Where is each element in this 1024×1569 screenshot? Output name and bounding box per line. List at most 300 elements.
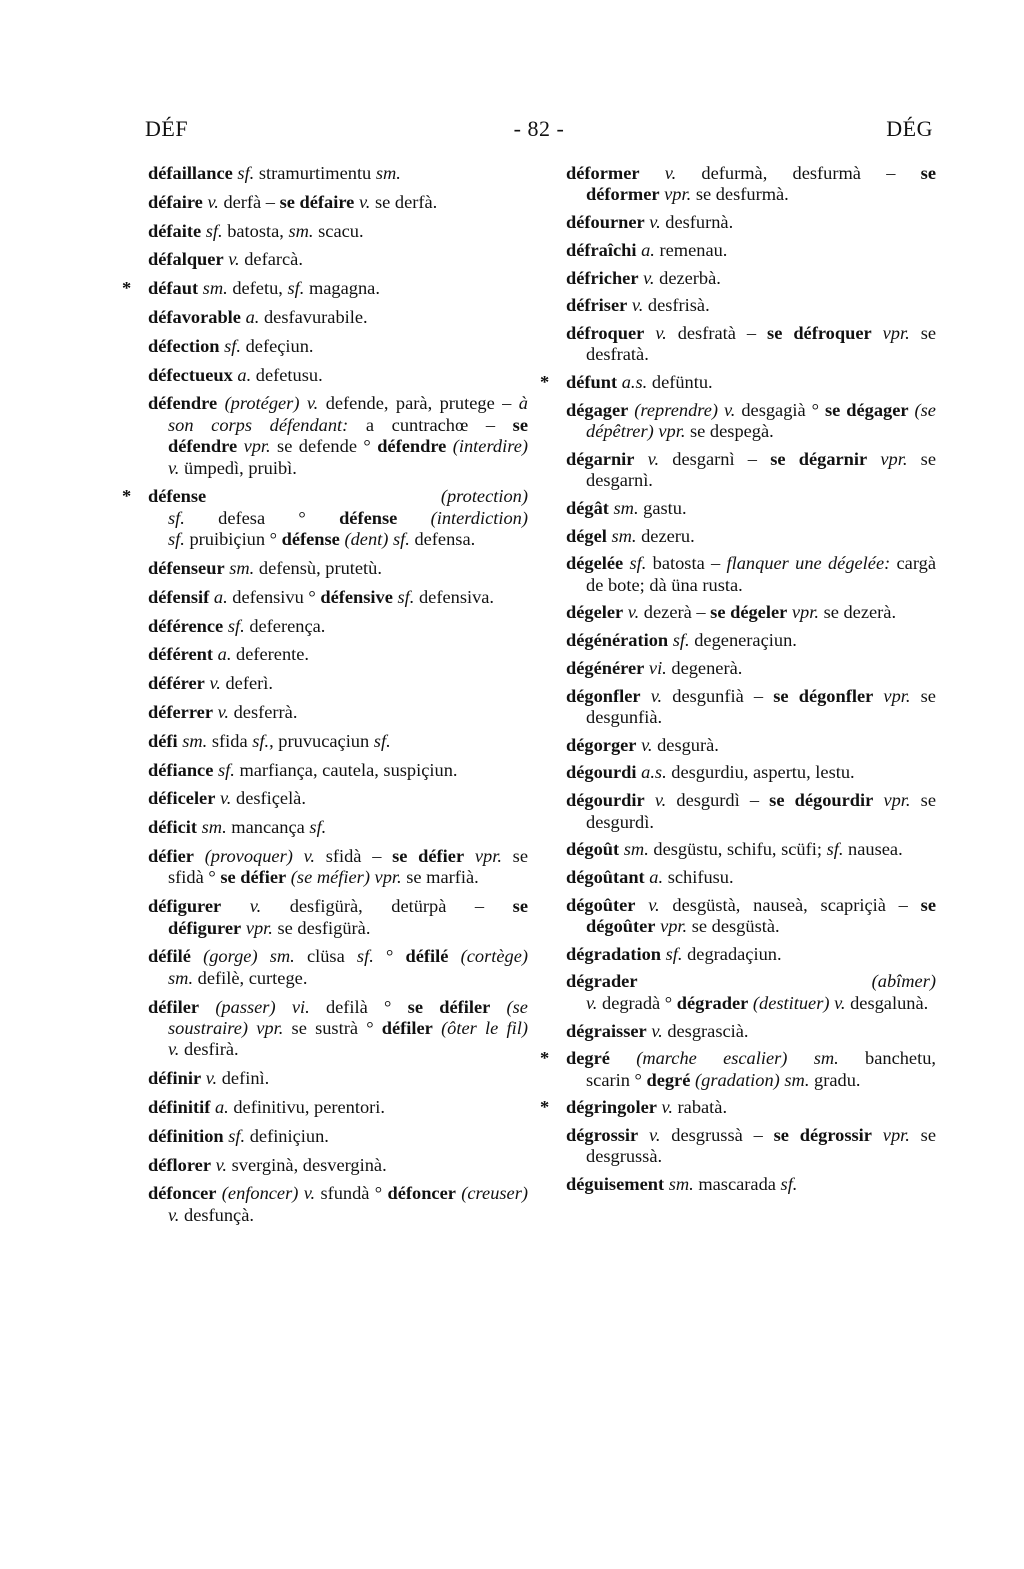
definition-text: desfratà – [666, 322, 768, 343]
dictionary-entry [540, 1048, 936, 1091]
headword: se défigurer [168, 896, 528, 938]
headword: défunt [566, 372, 618, 393]
dictionary-entry [566, 400, 936, 443]
definition-text: degeneraçiun. [689, 630, 797, 651]
definition-text [448, 946, 460, 966]
dictionary-entry [148, 393, 528, 479]
grammar-label: v. [627, 602, 640, 623]
definition-text: derfà – [218, 191, 280, 212]
headword: déguisement [566, 1174, 665, 1195]
dictionary-entry [148, 817, 528, 838]
dictionary-entry [148, 644, 528, 665]
dictionary-entry [566, 498, 936, 519]
definition-text: definiçiun. [245, 1125, 329, 1146]
grammar-label: vpr. [474, 845, 502, 866]
definition-text: se desfigürà. [272, 917, 371, 938]
grammar-label: à son corps défendant: [168, 393, 528, 435]
definition-text: dezerà – [639, 602, 711, 623]
definition-text: schifusu. [663, 866, 734, 887]
headword: défraîchi [566, 239, 637, 260]
grammar-label: (interdiction) sf. [168, 507, 528, 550]
definition-text: desgurdì – [666, 790, 770, 811]
definition-text: defensivu ° [227, 586, 321, 607]
headword: dégrossir [566, 1125, 639, 1146]
definition-text: stramurtimentu [254, 163, 376, 183]
headword: dégelée [566, 553, 624, 574]
dictionary-entry [148, 163, 528, 184]
definition-text: gradu. [809, 1069, 861, 1090]
headword: défroquer [566, 322, 645, 343]
dictionary-entry [540, 372, 936, 393]
definition-text: ° [373, 946, 406, 967]
grammar-label: v. [249, 896, 262, 917]
asterisk-marker: * [122, 278, 132, 299]
headword: se dégager [824, 399, 909, 420]
headword: défourner [566, 212, 645, 233]
headword: défaut [148, 278, 199, 299]
definition-text: magagna. [304, 278, 380, 299]
grammar-label: sf. [356, 946, 374, 967]
definition-text: desgagià ° [735, 399, 825, 420]
definition-text: batosta, [222, 220, 289, 241]
dictionary-entry [566, 553, 936, 596]
definition-text [464, 846, 475, 866]
headword: défense [339, 507, 398, 528]
grammar-label: v. [650, 685, 663, 706]
asterisk-marker: * [540, 372, 550, 393]
definition-text: desgurdiu, aspertu, lestu. [666, 762, 855, 783]
headword: défensive [320, 586, 393, 607]
dictionary-entry [148, 307, 528, 328]
grammar-label: sf. [252, 730, 270, 751]
headword: se déformer [586, 163, 936, 205]
definition-text: se sustrà ° [283, 1017, 382, 1038]
grammar-label: vpr. [883, 790, 911, 811]
definition-text: degradà ° [597, 992, 677, 1013]
grammar-label: sf. [826, 839, 844, 860]
page-number: - 82 - [513, 116, 565, 141]
grammar-label: sm. [182, 730, 208, 751]
grammar-label: v. [358, 191, 371, 212]
grammar-label: flanquer une dégelée: [726, 553, 891, 574]
headword: défiance [148, 759, 214, 780]
definition-text: remenau. [654, 239, 728, 260]
headword: déférence [148, 615, 224, 636]
dictionary-entry [566, 449, 936, 492]
headword: se défaire [279, 191, 355, 212]
grammar-label: vi. [648, 657, 667, 678]
definition-text [490, 997, 506, 1017]
definition-text [641, 686, 651, 706]
definition-text: dezerbà. [654, 267, 721, 288]
grammar-label: v. [215, 1154, 227, 1175]
definition-text: desfigürà, detürpà – [261, 896, 513, 917]
definition-text: pruibiçiun ° [184, 529, 282, 550]
grammar-label: sf. [227, 615, 245, 636]
grammar-label: v. [651, 1020, 663, 1041]
grammar-label: a.s. [641, 762, 667, 783]
dictionary-entry [122, 486, 528, 550]
definition-text: defilà ° [309, 996, 408, 1017]
headword: dégeler [566, 602, 624, 623]
grammar-label: a.s. [621, 372, 648, 393]
definition-text: desferrà. [229, 701, 298, 722]
definition-text: defensiva. [414, 586, 495, 607]
grammar-label: v. [649, 212, 661, 233]
grammar-label: vpr. [660, 916, 688, 937]
definition-text: cargà de bote; dà üna rusta. [586, 553, 936, 595]
definition-text: desgüstà, nauseà, scapriçià – [659, 894, 921, 915]
definition-text: deferença. [244, 615, 326, 636]
grammar-label: sf. [665, 943, 683, 964]
dictionary-entry [566, 526, 936, 547]
grammar-label: (provoquer) v. [204, 845, 315, 866]
grammar-label: v. [648, 894, 660, 915]
definition-text: sfundà ° [315, 1183, 388, 1204]
definition-text: se desgarnì. [586, 448, 936, 491]
dictionary-entry [148, 221, 528, 242]
headword: dégoûtant [566, 866, 645, 887]
definition-text: degenerà. [666, 657, 743, 678]
grammar-label: (interdire) v. [168, 436, 528, 478]
definition-text: desgrascià. [662, 1020, 749, 1041]
dictionary-entry [566, 163, 936, 206]
headword: défiler [381, 1017, 433, 1038]
grammar-label: (se soustraire) vpr. [168, 996, 528, 1038]
grammar-label: sm. [611, 525, 637, 546]
dictionary-entry [566, 1174, 936, 1195]
headword: se défier [220, 867, 287, 888]
headword: défier [148, 845, 194, 866]
asterisk-marker: * [540, 1048, 550, 1069]
headword: dégourdi [566, 762, 637, 783]
headword: se défier [392, 845, 465, 866]
dictionary-entry [540, 1097, 936, 1118]
dictionary-entry [148, 558, 528, 579]
grammar-label: (enfoncer) v. [221, 1183, 316, 1204]
definition-text: defarcà. [239, 249, 303, 270]
definition-text: defüntu. [647, 372, 713, 393]
definition-text: se desfurmà. [691, 184, 789, 205]
definition-text: defurmà, desfurmà – [676, 163, 921, 183]
definition-text: clüsa [294, 946, 357, 967]
definition-text: scacu. [313, 220, 364, 241]
definition-text: dezeru. [636, 525, 695, 546]
definition-text [638, 1125, 649, 1145]
dictionary-entry [566, 268, 936, 289]
definition-text: definì. [217, 1068, 270, 1089]
dictionary-entry [148, 896, 528, 939]
definition-text: mascarada [693, 1174, 781, 1195]
definition-text: marfiança, cautela, suspiçiun. [234, 759, 458, 780]
definition-text [610, 1048, 636, 1068]
headword: se dégrossir [773, 1125, 872, 1146]
definition-text: desfiçelà. [231, 788, 306, 809]
definition-text [873, 686, 883, 706]
headword: se dégarnir [770, 448, 868, 469]
definition-text [634, 449, 647, 469]
headword: dégénérer [566, 657, 645, 678]
headword: se défroquer [767, 322, 872, 343]
definition-text: se derfà. [370, 191, 438, 212]
headword: définition [148, 1125, 224, 1146]
grammar-label: sf. [217, 759, 235, 780]
grammar-label: sm. [229, 558, 255, 578]
definition-text: mancança [226, 817, 310, 838]
grammar-label: sf. [672, 630, 690, 651]
grammar-label: (reprendre) v. [634, 399, 736, 420]
headword: dégorger [566, 734, 637, 755]
grammar-label: a. [217, 644, 232, 665]
definition-text [638, 971, 872, 991]
headword: dégraisser [566, 1020, 647, 1041]
definition-text: batosta – [646, 553, 727, 574]
definition-text [645, 790, 655, 810]
grammar-label: v. [220, 788, 232, 809]
grammar-label: (gorge) sm. [203, 946, 295, 967]
running-head-left: DÉF [145, 116, 189, 141]
dictionary-entry [148, 846, 528, 889]
grammar-label: sf. [373, 730, 391, 751]
dictionary-entry [148, 249, 528, 270]
dictionary-entry [148, 997, 528, 1061]
headword: définitif [148, 1096, 211, 1117]
headword: défoncer [148, 1183, 217, 1204]
definition-text [873, 790, 883, 810]
dictionary-entry [566, 762, 936, 783]
headword: défigurer [148, 896, 222, 917]
headword: dégager [566, 399, 629, 420]
definition-text: defilè, curtege. [193, 967, 308, 988]
headword: défoncer [387, 1183, 456, 1204]
headword: défilé [148, 946, 191, 967]
definition-text [867, 449, 880, 469]
definition-text: desgüstu, schifu, scüfi; [648, 839, 827, 860]
grammar-label: v. [207, 191, 219, 212]
headword: défaire [148, 191, 203, 212]
dictionary-entry [148, 1097, 528, 1118]
headword: déflorer [148, 1154, 211, 1175]
grammar-label: v. [209, 673, 221, 694]
grammar-label: a. [213, 586, 228, 607]
definition-text: se desfratà. [586, 322, 937, 365]
headword: se défiler [407, 996, 491, 1017]
definition-text [640, 163, 665, 183]
dictionary-entry [566, 735, 936, 756]
dictionary-entry [122, 278, 528, 299]
headword: définir [148, 1068, 202, 1089]
definition-text: nausea. [843, 839, 903, 860]
grammar-label: vpr. [883, 685, 911, 706]
grammar-label: vpr. [664, 184, 692, 205]
headword: se dégeler [710, 602, 788, 623]
grammar-label: sf. [228, 1125, 246, 1146]
page-header [145, 116, 933, 150]
headword: dégénération [566, 630, 669, 651]
definition-text: se desgrussà. [586, 1125, 936, 1167]
dictionary-entry [566, 295, 936, 316]
headword: défaite [148, 220, 202, 241]
grammar-label: (destituer) v. [752, 992, 846, 1013]
dictionary-entry [148, 702, 528, 723]
headword: dégoûter [566, 894, 636, 915]
grammar-label: sm. [613, 497, 639, 518]
headword: dégât [566, 497, 609, 518]
grammar-label: vpr. [882, 1125, 910, 1146]
definition-text: se sfidà ° [168, 845, 528, 888]
headword: défectueux [148, 364, 233, 385]
definition-text: sfida [207, 730, 253, 751]
grammar-label: (protéger) v. [224, 393, 319, 414]
headword: défaillance [148, 163, 233, 183]
dictionary-entry [148, 587, 528, 608]
headword: degré [646, 1069, 691, 1090]
headword: déficeler [148, 788, 216, 809]
dictionary-entry [566, 686, 936, 729]
asterisk-marker: * [540, 1097, 550, 1118]
grammar-label: sm. [623, 839, 649, 860]
headword: dégel [566, 525, 607, 546]
dictionary-entry [566, 790, 936, 833]
definition-text: se dezerà. [818, 602, 897, 623]
definition-text [644, 323, 655, 343]
headword: défilé [405, 946, 449, 967]
definition-text: defeçiun. [240, 335, 314, 356]
dictionary-entry [148, 1183, 528, 1226]
dictionary-entry [566, 630, 936, 651]
grammar-label: v. [228, 249, 240, 270]
definition-text [199, 997, 215, 1017]
grammar-label: a. [641, 239, 655, 260]
headword: défection [148, 335, 220, 356]
headword: degré [566, 1048, 610, 1069]
grammar-label: sm. [202, 278, 228, 299]
grammar-label: sm. [201, 817, 227, 838]
dictionary-entry [566, 1021, 936, 1042]
grammar-label: vpr. [882, 322, 910, 343]
grammar-label: (gradation) sm. [695, 1069, 810, 1090]
definition-text: desgarnì – [659, 448, 771, 469]
grammar-label: v. [631, 295, 644, 316]
definition-text: desgurà. [652, 734, 719, 755]
definition-text [206, 486, 441, 506]
dictionary-entry [566, 323, 936, 366]
definition-text: desgrussà – [660, 1125, 774, 1146]
grammar-label: v. [643, 267, 655, 288]
headword: défense [281, 529, 340, 550]
dictionary-entry [566, 944, 936, 965]
headword: déferrer [148, 701, 213, 722]
grammar-label: vpr. [791, 602, 819, 623]
headword: défiler [148, 996, 200, 1017]
headword: défensif [148, 586, 210, 607]
headword: défi [148, 730, 178, 751]
dictionary-entry [148, 788, 528, 809]
dictionary-entry [566, 602, 936, 623]
definition-text [221, 896, 250, 916]
grammar-label: (protection) sf. [168, 486, 528, 528]
grammar-label: sf. [224, 335, 241, 356]
definition-text: banchetu, scarin ° [586, 1048, 936, 1090]
grammar-label: v. [654, 790, 667, 811]
dictionary-entry [148, 1068, 528, 1089]
definition-text: se desgunfià. [586, 685, 936, 727]
grammar-label: sm. [288, 220, 314, 241]
dictionary-entry [148, 1126, 528, 1147]
definition-text [217, 393, 224, 413]
grammar-label: sf. [309, 817, 327, 838]
dictionary-entry [566, 839, 936, 860]
headword: dégradation [566, 943, 662, 964]
grammar-label: (marche escalier) sm. [636, 1048, 839, 1069]
dictionary-entry [148, 336, 528, 357]
headword: se dégourdir [769, 790, 874, 811]
dictionary-entry [566, 212, 936, 233]
dictionary-entry [148, 760, 528, 781]
grammar-label: v. [205, 1068, 218, 1089]
definition-text: defesa ° [184, 507, 340, 528]
grammar-label: a. [649, 866, 664, 887]
definition-text: ümpedì, pruibì. [179, 457, 297, 478]
headword: déficit [148, 817, 198, 838]
headword: dégringoler [566, 1097, 657, 1118]
definition-text: se despegà. [685, 421, 774, 442]
definition-text: desgunfià – [662, 685, 774, 706]
dictionary-entry [148, 673, 528, 694]
definition-text [397, 508, 430, 528]
headword: déformer [566, 163, 640, 183]
grammar-label: (se dépêtrer) vpr. [586, 399, 936, 442]
dictionary-entry [566, 1125, 936, 1168]
definition-text: se marfià. [401, 867, 479, 888]
grammar-label: v. [649, 1125, 661, 1146]
definition-text: deferì. [220, 673, 273, 694]
definition-text: defende, parà, prutege – [318, 393, 519, 414]
headword: dégrader [676, 992, 749, 1013]
grammar-label: sf. [237, 163, 255, 183]
dictionary-entry [148, 1155, 528, 1176]
headword: se défendre [168, 414, 528, 457]
dictionary-entry [566, 971, 936, 1014]
dictionary-entry [566, 240, 936, 261]
grammar-label: sf. [205, 220, 223, 241]
grammar-label: (ôter le fil) v. [168, 1017, 528, 1060]
definition-text: rabatà. [672, 1097, 728, 1118]
grammar-label: (se méfier) vpr. [290, 867, 402, 888]
grammar-label: v. [661, 1097, 673, 1118]
definition-text: desfavurabile. [259, 306, 368, 327]
grammar-label: sm. [668, 1174, 694, 1195]
grammar-label: a. [214, 1096, 229, 1117]
grammar-label: v. [217, 701, 230, 722]
headword: défendre [148, 393, 218, 414]
definition-text: gastu. [638, 497, 687, 518]
grammar-label: (cortège) sm. [168, 946, 528, 988]
headword: dégourdir [566, 790, 645, 811]
left-column [122, 163, 528, 1234]
dictionary-entry [148, 616, 528, 637]
grammar-label: v. [664, 163, 677, 183]
definition-text: desgalunà. [845, 992, 929, 1013]
running-head-right: DÉG [886, 116, 933, 141]
definition-text: desfrisà. [643, 295, 710, 316]
definition-text: , pruvucaçiun [269, 730, 374, 751]
headword: déférent [148, 644, 214, 665]
headword: défavorable [148, 306, 241, 327]
definition-text: deferente. [231, 644, 310, 665]
headword: se dégonfler [773, 685, 874, 706]
definition-text [872, 1125, 883, 1145]
